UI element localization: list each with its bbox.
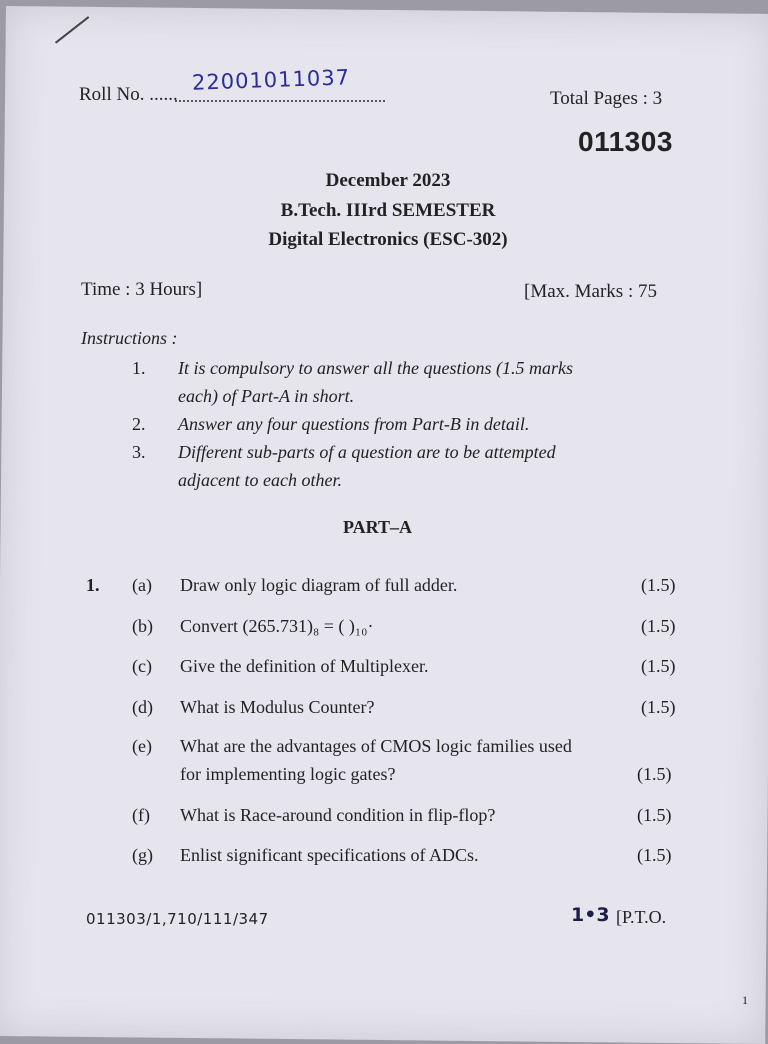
part-a-heading: PART–A — [343, 517, 413, 537]
instruction-text: each) of Part-A in short. — [178, 386, 355, 406]
subpart-marks: (1.5) — [641, 616, 676, 636]
total-pages: Total Pages : 3 — [550, 88, 663, 109]
paper-code: 011303 — [578, 126, 673, 157]
subpart-label: (a) — [132, 575, 152, 595]
pen-tick-mark — [55, 16, 89, 43]
please-turn-over: [P.T.O. — [616, 907, 667, 927]
instruction-text: It is compulsory to answer all the questions (1.5 marks — [178, 358, 573, 378]
subpart-text: What is Race-around condition in flip-flop? — [180, 805, 496, 825]
exam-date: December 2023 — [325, 170, 451, 191]
instruction-number: 3. — [132, 442, 146, 462]
instruction-text: adjacent to each other. — [178, 470, 342, 490]
instruction-number: 1. — [132, 358, 146, 378]
instructions-heading: Instructions : — [81, 328, 178, 348]
roll-number-handwritten: 22001011037 — [191, 65, 351, 95]
subpart-marks: (1.5) — [641, 656, 676, 676]
subpart-marks: (1.5) — [637, 845, 672, 865]
subpart-marks: (1.5) — [641, 575, 676, 595]
handwritten-page-mark: 1•3 — [571, 904, 610, 926]
subpart-label: (d) — [132, 697, 153, 717]
subpart-text: Give the definition of Multiplexer. — [180, 656, 429, 676]
subpart-label: (c) — [132, 656, 152, 676]
footer-paper-code: 011303/1,710/111/347 — [86, 910, 269, 928]
subject-title: Digital Electronics (ESC-302) — [268, 229, 508, 250]
semester-title: B.Tech. IIIrd SEMESTER — [280, 200, 496, 221]
instruction-text: Different sub-parts of a question are to be attempted — [178, 442, 556, 462]
subpart-text: Draw only logic diagram of full adder. — [180, 575, 458, 595]
subpart-text: Convert (265.731)₈ = ( )₁₀· — [180, 616, 374, 636]
subpart-label: (g) — [132, 845, 153, 865]
subpart-text: What is Modulus Counter? — [180, 697, 375, 717]
instruction-number: 2. — [132, 414, 146, 434]
instruction-text: Answer any four questions from Part-B in detail. — [178, 414, 530, 434]
roll-number-dotted-line — [175, 100, 385, 102]
corner-page-mark: 1 — [742, 993, 748, 1007]
subpart-text: for implementing logic gates? — [180, 764, 396, 784]
roll-number-label: Roll No. ...... — [79, 84, 178, 105]
subpart-marks: (1.5) — [637, 805, 672, 825]
max-marks: [Max. Marks : 75 — [524, 281, 657, 302]
subpart-text: What are the advantages of CMOS logic families used — [180, 736, 572, 756]
subpart-text: Enlist significant specifications of ADCs. — [180, 845, 479, 865]
subpart-label: (f) — [132, 805, 150, 825]
subpart-marks: (1.5) — [637, 764, 672, 784]
subpart-marks: (1.5) — [641, 697, 676, 717]
subpart-label: (b) — [132, 616, 153, 636]
time-allowed: Time : 3 Hours] — [81, 279, 203, 300]
subpart-label: (e) — [132, 736, 152, 756]
question-number: 1. — [86, 575, 100, 595]
